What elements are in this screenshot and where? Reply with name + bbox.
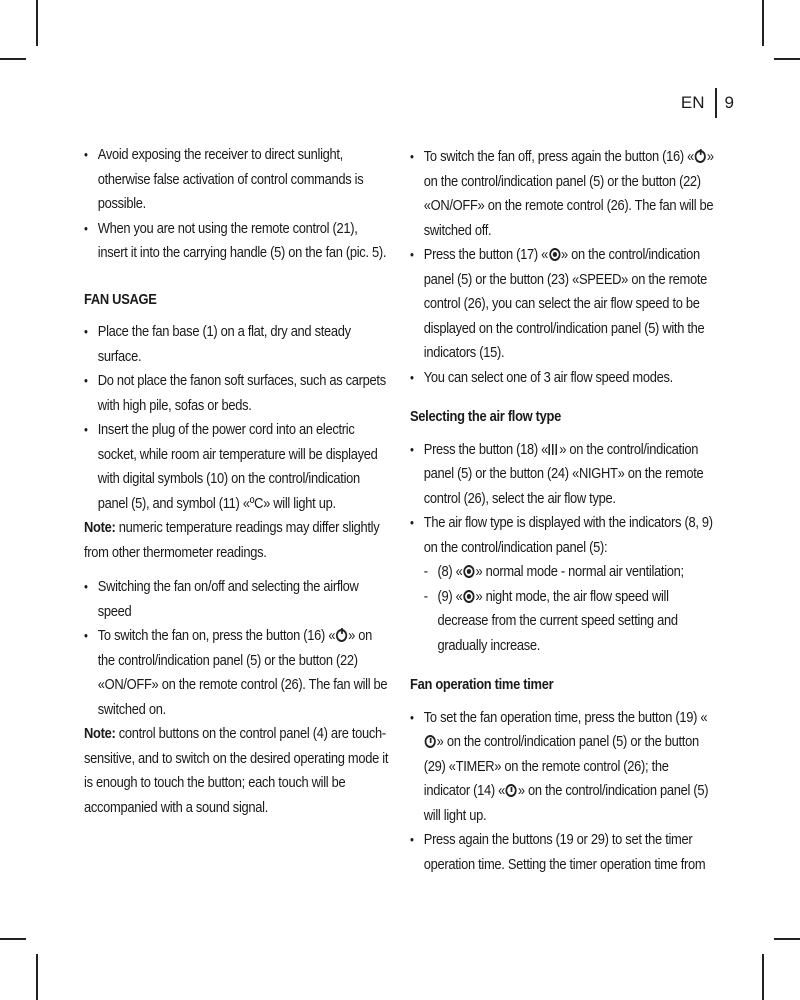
section-heading-air-flow-type: Selecting the air flow type [410,408,562,425]
list-item [410,243,716,366]
timer-indicator-icon [506,784,517,797]
note-text: control buttons on the control panel (4) are touch-sensitive, and to switch on the desired operating mode it is enough to touch the button; each touch will be accompanied with a sound signal. [84,725,389,816]
text-run: To switch the fan off, press again the button (16) « [423,148,695,165]
right-column [410,145,716,877]
text-run: » on the control/indication panel (5) or the button (22) «ON/OFF» on the remote control (26). The fan will be switched off. [423,148,714,239]
text-run: (9) « [437,587,463,605]
header-divider [715,88,717,118]
list-item: • The air flow type is displayed with the indicators (8, 9) on the control/indication panel (5): [410,511,716,560]
text-run: » on the control/indication panel (5) or the button (29) «TIMER» on the remote control (26); the indicator (14) « [423,733,699,799]
list-item: • Insert the plug of the power cord into an electric socket, while room air temperature will be displayed with digital symbols (10) on the control/indication panel (5), and symbol (11) «ºC» will light up. [84,418,390,516]
bullet-list [410,706,716,878]
note-text: numeric temperature readings may differ slightly from other thermometer readings. [84,519,380,561]
list-item: • You can select one of 3 air flow speed modes. [410,366,716,391]
list-item [410,560,716,585]
text-run: To switch the fan on, press the button (16) « [97,627,336,644]
language-code: EN [680,93,705,112]
crop-mark [36,0,38,46]
crop-mark [36,954,38,1000]
crop-mark [774,938,800,940]
note-label: Note: [84,519,116,536]
list-item: • When you are not using the remote control (21), insert it into the carrying handle (5) on the fan (pic. 5). [84,217,390,266]
bullet-list [84,143,390,266]
page-header [681,88,734,118]
power-icon [695,150,706,163]
list-item [410,706,716,829]
crop-mark [774,58,800,60]
list-item: • Switching the fan on/off and selecting the airflow speed [84,575,390,624]
crop-mark [0,58,26,60]
air-flow-type-icon [548,444,559,455]
text-run: » on the control/indication panel (5) will light up. [423,782,709,824]
list-item [84,624,390,722]
text-run: To set the fan operation time, press the button (19) « [423,708,708,726]
normal-mode-icon [463,565,474,578]
section-heading-timer: Fan operation time timer [410,676,554,693]
list-item: • Press again the buttons (19 or 29) to set the timer operation time. Setting the timer operation time from [410,828,716,877]
power-icon [336,629,347,642]
crop-mark [0,938,26,940]
list-item [410,145,716,243]
text-run: (8) « [437,563,463,580]
text-run: Press the button (18) « [423,440,549,458]
list-item: • Place the fan base (1) on a flat, dry and steady surface. [84,320,390,369]
bullet-list [410,145,716,390]
note-paragraph [84,516,390,565]
bullet-list [84,320,390,516]
note-paragraph [84,722,390,820]
timer-icon [425,735,436,748]
night-mode-icon [463,590,474,603]
text-run: Press the button (17) « [423,246,549,263]
left-column [84,143,390,820]
list-item [410,438,716,512]
text-run: » night mode, the air flow speed will decrease from the current speed setting and gradually increase. [437,587,678,654]
fan-speed-icon [549,248,560,261]
text-run: » on the control/indication panel (5) or the button (23) «SPEED» on the remote control (26), you can select the air flow speed to be displayed on the control/indication panel (5) with the indicators (15). [423,246,708,361]
text-run: » on the control/indication panel (5) or the button (24) «NIGHT» on the remote control (26), select the air flow type. [423,440,704,507]
list-item [410,585,716,659]
text-run: » normal mode - normal air ventilation; [475,563,684,580]
section-heading-fan-usage: FAN USAGE [84,290,157,308]
note-label: Note: [84,725,116,742]
bullet-list [84,575,390,722]
crop-mark [762,0,764,46]
crop-mark [762,954,764,1000]
list-item: • Avoid exposing the receiver to direct sunlight, otherwise false activation of control commands is possible. [84,143,390,217]
bullet-list [410,438,716,659]
text-run: » on the control/indication panel (5) or the button (22) «ON/OFF» on the remote control (26). The fan will be switched on. [97,627,388,718]
list-item: • Do not place the fanon soft surfaces, such as carpets with high pile, sofas or beds. [84,369,390,418]
page-number: 9 [724,93,734,112]
